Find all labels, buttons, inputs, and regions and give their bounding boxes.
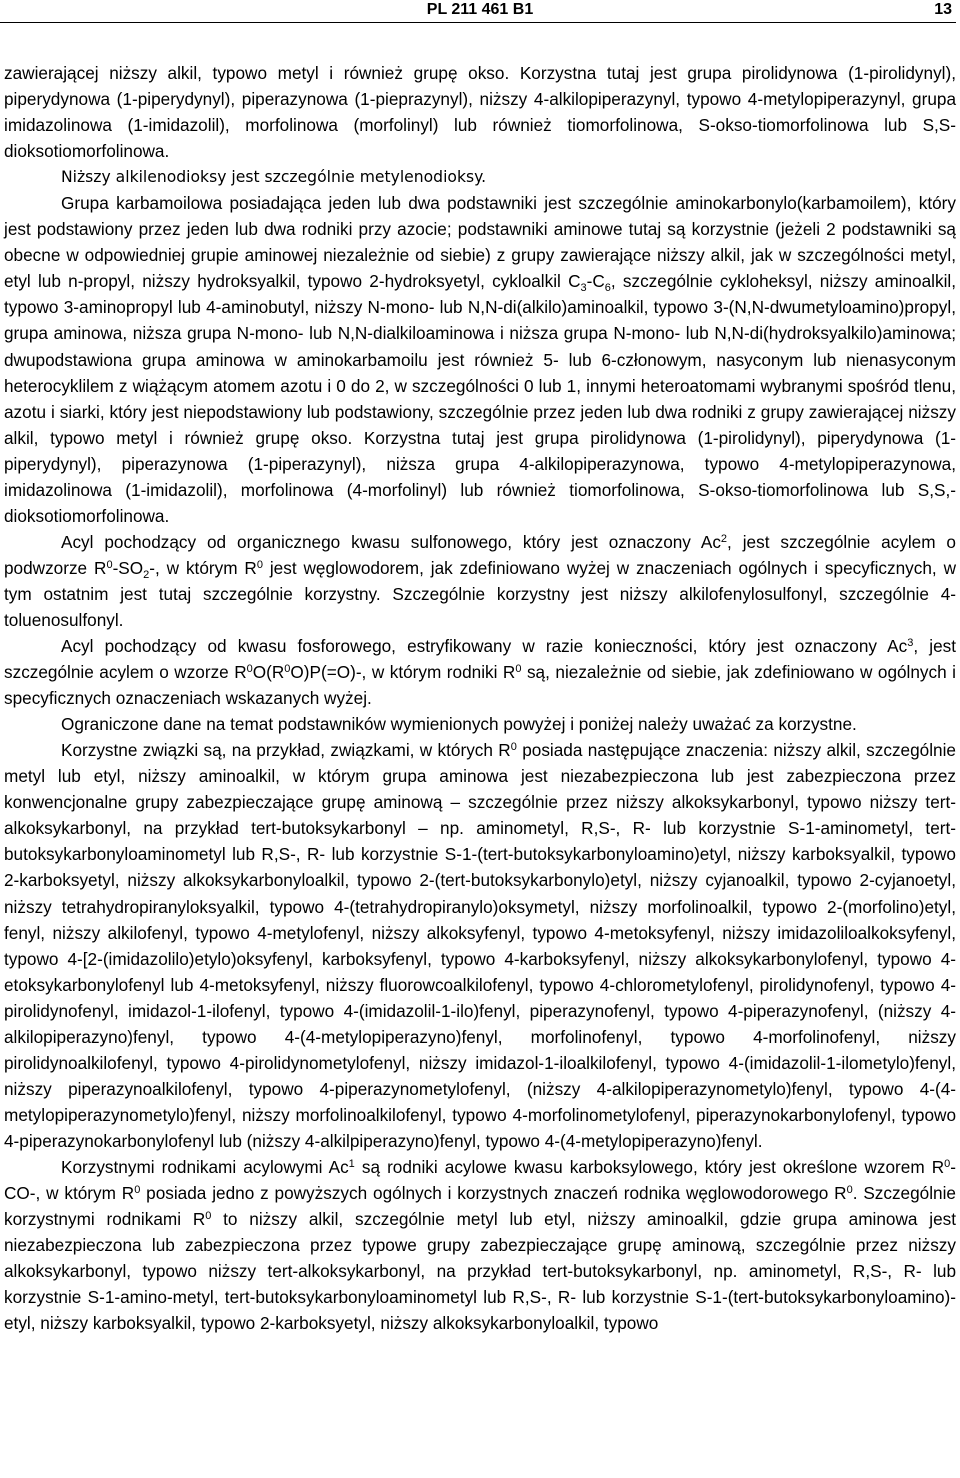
superscript: 0: [134, 1184, 141, 1197]
subscript: 6: [604, 282, 611, 295]
text-segment: -C: [586, 271, 605, 292]
superscript: 0: [205, 1210, 212, 1223]
subscript: 3: [580, 282, 587, 295]
text-segment: posiada następujące znaczenia: niższy alkil, szczególnie metyl lub etyl, niższy aminoalkil, w którym grupa aminowa jest niezabezpieczona lub jest zabezpieczona przez konwencjonalne grupy zabezpieczające grupę aminową – szczególnie przez niższy alkoksykarbonyl, typowo niższy tert-alkoksykarbonyl, na przykład tert-butoksykarbonyl – np. aminometyl, R,S-, R- lub korzystnie S-1-aminometyl, tert-butoksykarbonyloaminometyl lub R,S-, R- lub korzystnie S-1-(tert-butoksykarbonyloamino)etyl, niższy karboksyalkil, typowo 2-karboksyetyl, niższy alkoksykarbonyloalkil, typowo 2-(tert-butoksykarbonylo)etyl, niższy cyjanoalkil, typowo 2-cyjanoetyl, niższy tetrahydropiranyloksyalkil, typowo 4-(tetrahydropiranylo)oksymetyl, niższy morfolinoalkil, typowo 2-(morfolino)etyl, fenyl, niższy alkilofenyl, typowo 4-metylofenyl, niższy alkoksyfenyl, typowo 4-metoksyfenyl, niższy imidazoliloalkoksyfenyl, typowo 4-[2-(imidazolilo)etylo)oksyfenyl, karboksyfenyl, typowo 4-karboksyfenyl, niższy alkoksykarbonylofenyl, typowo 4-etoksykarbonylofenyl lub 4-metoksyfenyl, niższy fluorowcoalkilofenyl, typowo 4-chlorometylofenyl, pirolidynofenyl, typowo 4-pirolidynofenyl, imidazol-1-ilofenyl, typowo 4-(imidazolil-1-ilo)fenyl, piperazynofenyl, typowo 4-piperazynofenyl, (niższy 4-alkilopiperazyno)fenyl, typowo 4-(4-metylopiperazyno)fenyl, morfolinofenyl, typowo 4-morfolinofenyl, niższy pirolidynoalkilofenyl, typowo 4-pirolidynometylofenyl, niższy imidazol-1-iloalkilofenyl, typowo 4-(imidazolil-1-ilometylo)fenyl, niższy piperazynoalkilofenyl, typowo 4-piperazynometylofenyl, (niższy 4-alkilopiperazynometylo)fenyl, typowo 4-(4-metylopiperazynometylo)fenyl, niższy morfolinoalkilofenyl, typowo 4-morfolinometylofenyl, piperazynokarbonylofenyl, typowo 4-piperazynokarbonylofenyl lub (niższy 4-alkilpiperazyno)fenyl, typowo 4-(4-metylopiperazyno)fenyl.: [4, 740, 956, 1151]
paragraph-6-text: Ograniczone dane na temat podstawników wymienionych powyżej i poniżej należy uważać za korzystne.: [61, 714, 857, 735]
superscript: 1: [348, 1157, 355, 1170]
text-segment: O)P(=O)-, w którym rodniki R: [290, 662, 516, 683]
text-segment: , jest szczególnie acylem o wzorze R: [4, 636, 956, 683]
text-segment: są rodniki acylowe kwasu karboksylowego, który jest określone wzorem R: [354, 1156, 945, 1177]
subscript: 2: [143, 568, 150, 581]
superscript: 0: [284, 663, 291, 676]
paragraph-3: [4, 190, 956, 529]
superscript: 2: [720, 532, 728, 545]
text-segment: -, w którym R: [149, 557, 257, 578]
paragraph-6: [4, 711, 956, 737]
superscript: 3: [907, 637, 914, 650]
text-segment: . Szczególnie korzystnymi rodnikami R: [4, 1183, 956, 1230]
text-segment: Acyl pochodzący od kwasu fosforowego, estryfikowany w razie konieczności, który jest oznaczony Ac: [61, 636, 908, 657]
text-segment: to niższy alkil, szczególnie metyl lub etyl, niższy aminoalkil, gdzie grupa aminowa jest niezabezpieczona lub zabezpieczona przez typowe grupy zabezpieczające grupę aminową, szczególnie przez niższy alkoksykarbonyl, typowo niższy tert-alkoksykarbonyl, na przykład tert-butoksykarbonyl, np. aminometyl, R,S-, R- lub korzystnie S-1-amino-metyl, tert-butoksykarbonyloaminometyl lub R,S-, R- lub korzystnie S-1-(tert-butoksykarbonyloamino)-etyl, niższy karboksyalkil, typowo 2-karboksyetyl, niższy alkoksykarbonyloalkil, typowo: [4, 1209, 956, 1334]
text-segment: -CO-, w którym R: [4, 1156, 956, 1204]
text-segment: -SO: [112, 557, 144, 578]
text-segment: , jest szczególnie acylem o podwzorze R: [4, 531, 956, 578]
text-segment: Korzystnymi rodnikami acylowymi Ac: [61, 1156, 349, 1177]
text-segment: O(R: [252, 662, 285, 683]
page-header: [0, 0, 960, 22]
paragraph-1: [4, 60, 956, 164]
paragraph-2-text: Niższy alkilenodioksy jest szczególnie metylenodioksy.: [61, 168, 487, 187]
text-segment: są, niezależnie od siebie, jak zdefiniowano w ogólnych i specyficznych oznaczeniach wskazanych wyżej.: [4, 662, 956, 709]
text-segment: Korzystne związki są, na przykład, związkami, w których R: [61, 740, 511, 761]
superscript: 0: [510, 741, 517, 754]
paragraph-5: [4, 633, 956, 711]
text-segment: jest węglowodorem, jak zdefiniowano wyżej w znaczeniach ogólnych i specyficznych, w tym ostatnim jest tutaj szczególnie korzystny. Szczególnie korzystny jest niższy alkilofenylosulfonyl, szczególnie 4-toluenosulfonyl.: [4, 557, 956, 630]
patent-id: PL 211 461 B1: [426, 1, 534, 18]
paragraph-8: [4, 1154, 956, 1336]
superscript: 0: [846, 1184, 853, 1197]
superscript: 0: [515, 663, 522, 676]
superscript: 0: [256, 558, 263, 571]
superscript: 0: [246, 663, 253, 676]
text-segment: Acyl pochodzący od organicznego kwasu sulfonowego, który jest oznaczony Ac: [61, 531, 721, 552]
superscript: 0: [944, 1157, 951, 1170]
paragraph-7: [4, 737, 956, 1154]
page-number: 13: [934, 1, 952, 18]
text-segment: Grupa karbamoilowa posiadająca jeden lub dwa podstawniki jest szczególnie aminokarbonylo(karbamoilem), który jest podstawiony przez jeden lub dwa rodniki przy azocie; podstawniki aminowe tutaj są korzystnie (jeżeli 2 podstawniki są obecne w odpowiedniej grupie aminowej niezależnie od siebie) z grupy zawierające niższy alkil, jak w szczególności metyl, etyl lub n-propyl, niższy hydroksyalkil, typowo 2-hydroksyetyl, cykloalkil C: [4, 193, 956, 292]
superscript: 0: [106, 558, 113, 571]
paragraph-2: [4, 164, 956, 190]
header-rule: [0, 22, 956, 23]
document-body: [4, 60, 956, 1336]
text-segment: posiada jedno z powyższych ogólnych i korzystnych znaczeń rodnika węglowodorowego R: [140, 1183, 847, 1204]
text-segment: , szczególnie cykloheksyl, niższy aminoalkil, typowo 3-aminopropyl lub 4-aminobutyl, niższy N-mono- lub N,N-di(alkilo)aminoalkil, typowo 3-(N,N-dwumetyloamino)propyl, grupa aminowa, niższa grupa N-mono- lub N,N-dialkiloaminowa i niższa grupa N-mono- lub N,N-di(hydroksyalkilo)aminowa; dwupodstawiona grupa aminowa w aminokarbamoilu jest również 5- lub 6-członowym, nasyconym lub nienasyconym heterocyklilem z wiążącym atomem azotu i 0 do 2, w szczególności 0 lub 1, innymi heteroatomami wybranymi spośród tlenu, azotu i siarki, który jest niepodstawiony lub podstawiony, szczególnie przez jeden lub dwa rodniki z grupy zawierającej niższy alkil, typowo metyl i również grupę okso. Korzystna tutaj jest grupa pirolidynowa (1-pirolidynyl), piperydynowa (1-piperydynyl), piperazynowa (1-piperazynyl), niższa grupa 4-alkilopiperazynowa, typowo 4-metylopiperazynowa, imidazolinowa (1-imidazolil), morfolinowa (4-morfolinyl) lub również tiomorfolinowa, S-okso-tiomorfolinowa lub S,S,-dioksotiomorfolinowa.: [4, 271, 956, 526]
paragraph-1-text: zawierającej niższy alkil, typowo metyl i również grupę okso. Korzystna tutaj jest grupa pirolidynowa (1-pirolidynyl), piperydynowa (1-piperydynyl), piperazynowa (1-pieprazynyl), niższy 4-alkilopiperazynyl, typowo 4-metylopiperazynyl, grupa imidazolinowa (1-imidazolil), morfolinowa (morfolinyl) lub również tiomorfolinowa, S-okso-tiomorfolinowa lub S,S-dioksotiomorfolinowa.: [4, 63, 956, 162]
paragraph-4: [4, 529, 956, 633]
